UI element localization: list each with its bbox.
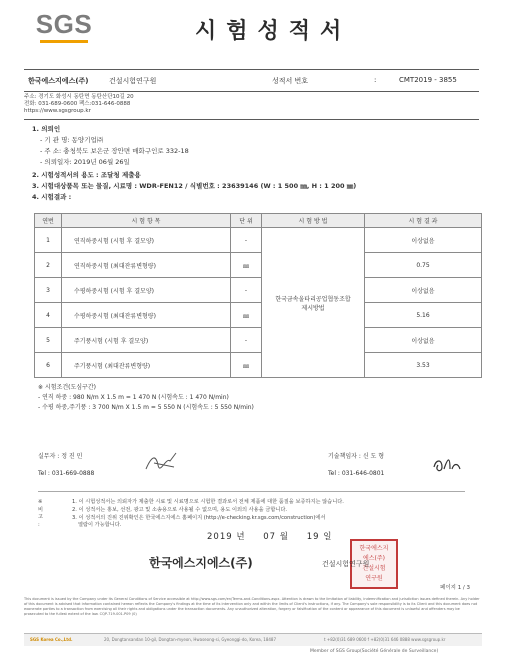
row-item: 주기풍시험 (시험 후 결모양) (62, 328, 231, 353)
address-rule (24, 119, 479, 120)
section-purpose: 2. 시험성적서의 용도 : 조달청 제출용 (32, 171, 141, 179)
row-result: 이상없음 (365, 278, 482, 303)
date-month: 07 (263, 532, 277, 542)
row-no: 4 (35, 303, 62, 328)
row-item: 수평하중시험 (최대잔류변형량) (62, 303, 231, 328)
row-no: 2 (35, 253, 62, 278)
issuer-dept: 건설시험연구원 (322, 560, 370, 568)
sgs-logo-bar (40, 40, 88, 43)
test-method-line: 한국금속울타리공업협동조합 (275, 295, 351, 303)
row-item: 수평하중시험 (시험 후 결모양) (62, 278, 231, 303)
row-no: 1 (35, 228, 62, 253)
row-unit: - (231, 328, 262, 353)
client-address: - 주 소: 충청북도 보은군 장안면 매화구인로 332-18 (40, 147, 189, 155)
info-top-rule (24, 69, 479, 70)
tester-name: 실무자 : 정 진 민 (38, 453, 83, 460)
row-unit: ㎜ (231, 353, 262, 378)
table-row (35, 278, 482, 303)
row-unit: - (231, 228, 262, 253)
page-number: 페이지 1 / 3 (440, 585, 471, 591)
stamp-line: 에스(주) (362, 555, 386, 562)
notes-rule (38, 491, 465, 492)
test-conditions (38, 383, 254, 413)
row-result: 3.53 (365, 353, 482, 378)
date-month-unit: 월 (279, 532, 290, 542)
footer-bar (24, 633, 482, 646)
notes-label: ※비 고 : (38, 499, 44, 528)
company-name: 한국에스지에스(주) (28, 77, 89, 85)
row-no: 6 (35, 353, 62, 378)
info-bottom-rule (24, 91, 479, 92)
row-no: 5 (35, 328, 62, 353)
section-sample: 3. 시험대상품목 또는 물질, 시료명 : WDR-FEN12 / 식별번호 : 23639146 (W : 1 500 ㎜, H : 1 200 ㎜) (32, 182, 357, 190)
table-row (35, 353, 482, 378)
test-method-cell (262, 228, 365, 378)
col-header-method: 시 험 방 법 (262, 214, 365, 228)
stamp-line: 연구원 (365, 575, 383, 582)
stamp-line: 한국에스지 (359, 545, 389, 552)
footer-contacts: t +82(0)31 689 0600 f +82(0)31 646 0888 www.sgsgroup.kr (324, 637, 446, 642)
condition-vertical: - 연직 하중 : 980 N/m X 1.5 m = 1 470 N (시험속도 : 1 470 N/min) (38, 394, 229, 401)
issue-date (207, 530, 332, 542)
table-row (35, 328, 482, 353)
row-unit: ㎜ (231, 253, 262, 278)
client-agency: - 기 관 명: 동양기업㈜ (40, 136, 104, 144)
col-header-item: 시 험 항 목 (62, 214, 231, 228)
row-unit: ㎜ (231, 303, 262, 328)
note-2: 2. 이 성적서는 홍보, 선전, 광고 및 소송용으로 사용될 수 없으며, 용도 이외의 사용을 금합니다. (72, 507, 288, 513)
date-day-unit: 일 (323, 532, 333, 542)
tech-manager-name: 기술책임자 : 신 도 형 (328, 453, 385, 460)
address-line: 주소: 경기도 화성시 동탄면 동탄산단10길 20 (24, 94, 134, 100)
col-header-no: 연번 (35, 214, 62, 228)
test-method-line: 제시방법 (301, 304, 325, 312)
document-title: 시험성적서 (195, 19, 352, 44)
footer-company: SGS Korea Co.,Ltd. (30, 637, 73, 642)
section-client: 1. 의뢰인 (32, 125, 61, 133)
legal-fine-print: This document is issued by the Company under its General Conditions of Service accessible at http://www.sgs.com/en/Terms-and-Conditions.aspx. Attention is drawn to the limitation of liability, indemnification and jurisdiction issues defined therein. Any holder of this document is advised that information contained hereon reflects the Company's findings at the time of its intervention only and within the limits of Client's instructions, if any. The Company's sole responsibility is to its Client and this document does not exonerate parties to a transaction from exercising all their rights and obligations under the transaction documents. Any unauthorized alteration, forgery or falsification of the content or appearance of this document is unlawful and offenders may be prosecuted to the fullest extent of the law. CQP-719-001-P09 (0) (24, 597, 480, 616)
sgs-logo-text: SGS (35, 9, 93, 39)
row-item: 연직하중시험 (시험 후 결모양) (62, 228, 231, 253)
tech-manager-signature (430, 453, 464, 475)
footer-address: 20, Dongtansandan 10-gil, Dongtan-myeon, Hwaseong-si, Gyeonggi-do, Korea, 18487 (104, 637, 277, 642)
tech-manager-tel: Tel : 031-646-0801 (328, 470, 385, 477)
row-result: 5.16 (365, 303, 482, 328)
row-result: 이상없음 (365, 228, 482, 253)
date-year: 2019 (207, 532, 233, 542)
note-3-cont: 열람이 가능합니다. (78, 522, 122, 528)
sgs-logo (34, 7, 94, 45)
table-row (35, 253, 482, 278)
col-header-result: 시 험 결 과 (365, 214, 482, 228)
info-row (24, 73, 479, 89)
company-dept: 건설시험연구원 (109, 77, 157, 85)
footer-membership: Member of SGS Group(Société Générale de Surveillance) (310, 649, 439, 654)
section-results: 4. 시험결과 : (32, 193, 72, 201)
website-line: https://www.sgsgroup.kr (24, 108, 91, 114)
issuer-company: 한국에스지에스(주) (149, 556, 253, 570)
report-no: CMT2019 - 3855 (399, 76, 457, 84)
phone-line: 전화: 031-689-0600 팩스:031-646-0888 (24, 101, 131, 107)
tester-signature (144, 451, 178, 473)
date-day: 19 (306, 532, 320, 542)
table-header-row (35, 214, 482, 228)
table-row (35, 303, 482, 328)
conditions-title: ※ 시험조건(도심구간) (38, 384, 96, 391)
row-unit: - (231, 278, 262, 303)
test-report-document (10, 5, 495, 660)
report-header (10, 5, 495, 51)
note-1: 1. 이 시험성적서는 의뢰자가 제출한 시료 및 시료명으로 시험한 결과로서 전체 제품에 대한 품질을 보증하지는 않습니다. (72, 499, 344, 505)
stamp-line: 건설시험 (362, 565, 386, 572)
note-3: 3. 이 성적서의 진위 진위확인은 한국에스지에스 홈페이지 (http://e-checking.kr.sgs.com/construction)에서 (72, 515, 326, 521)
date-year-unit: 년 (236, 532, 246, 542)
col-header-unit: 단 위 (231, 214, 262, 228)
row-result: 0.75 (365, 253, 482, 278)
condition-horizontal: - 수평 하중,주기풍 : 3 700 N/m X 1.5 m = 5 550 N (시험속도 : 5 550 N/min) (38, 404, 254, 411)
request-date: - 의뢰일자: 2019년 06월 26일 (40, 158, 130, 166)
tester-tel: Tel : 031-669-0888 (38, 470, 95, 477)
row-item: 주기풍시험 (최대잔류변형량) (62, 353, 231, 378)
report-no-colon: : (374, 76, 377, 84)
row-no: 3 (35, 278, 62, 303)
row-item: 연직하중시험 (최대잔류변형량) (62, 253, 231, 278)
lab-address (24, 94, 134, 115)
table-row (35, 228, 482, 253)
row-result: 이상없음 (365, 328, 482, 353)
results-table (34, 213, 482, 378)
report-no-label: 성적서 번호 (272, 77, 309, 85)
